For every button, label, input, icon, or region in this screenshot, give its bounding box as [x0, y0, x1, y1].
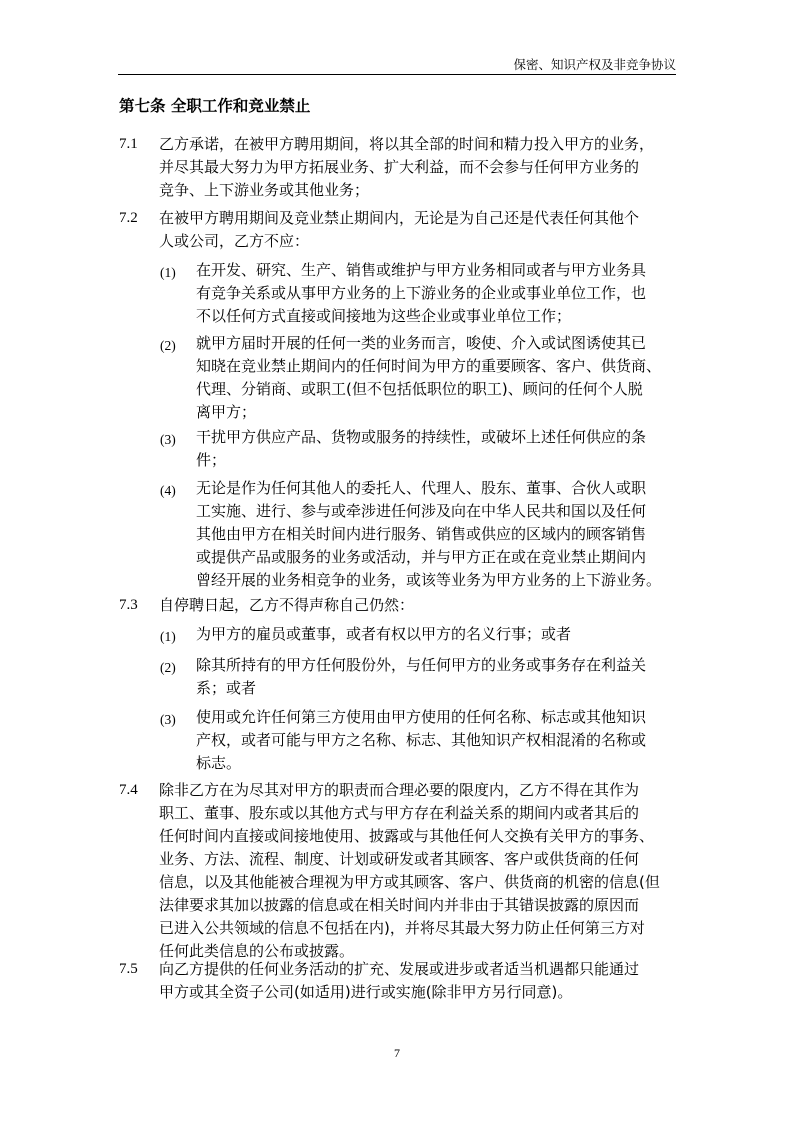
text-line: 职工、董事、股东或以其他方式与甲方存在利益关系的期间内或者其后的: [159, 804, 640, 822]
text-line: 就甲方届时开展的任何一类的业务而言，唆使、介入或试图诱使其已: [196, 334, 647, 352]
text-line: 知晓在竞业禁止期间内的任何时间为甲方的重要顾客、客户、供货商、: [196, 357, 662, 375]
text-line: 竞争、上下游业务或其他业务；: [159, 181, 370, 199]
subclause-number: (2): [160, 660, 176, 675]
subclause-number: (1): [160, 629, 176, 644]
text-line: 系；或者: [196, 679, 257, 697]
text-line: 并尽其最大努力为甲方拓展业务、扩大利益，而不会参与任何甲方业务的: [159, 158, 640, 176]
running-header: 保密、知识产权及非竞争协议: [513, 57, 676, 72]
text-line: 在开发、研究、生产、销售或维护与甲方业务相同或者与甲方业务具: [196, 261, 647, 279]
subclause-number: (3): [160, 432, 176, 447]
clause-text: [159, 779, 679, 963]
text-line: 任何时间内直接或间接地使用、披露或与其他任何人交换有关甲方的事务、: [159, 827, 655, 845]
text-line: 已进入公共领域的信息不包括在内)，并将尽其最大努力防止任何第三方对: [159, 919, 645, 937]
clause-number: 7.5: [119, 961, 138, 977]
text-line: 件；: [196, 451, 227, 469]
text-line: 代理、分销商、或职工(但不包括低职位的职工)、顾问的任何个人脱: [196, 380, 643, 398]
clause-text: [159, 958, 679, 1004]
subclause-number: (3): [160, 712, 176, 727]
clause-number: 7.3: [119, 597, 138, 613]
text-line: 产权，或者可能与甲方之名称、标志、其他知识产权相混淆的名称或: [196, 731, 647, 749]
text-line: 任何此类信息的公布或披露。: [159, 942, 355, 960]
text-line: 其他由甲方在相关时间内进行服务、销售或供应的区域内的顾客销售: [196, 525, 647, 543]
text-line: 人或公司，乙方不应：: [159, 232, 310, 250]
header-rule: [118, 74, 676, 75]
text-line: 法律要求其加以披露的信息或在相关时间内并非由于其错误披露的原因而: [159, 896, 640, 914]
text-line: 干扰甲方供应产品、货物或服务的持续性，或破坏上述任何供应的条: [196, 428, 647, 446]
text-line: 甲方或其全资子公司(如适用)进行或实施(除非甲方另行同意)。: [159, 983, 573, 1001]
subclause-text: [196, 332, 677, 424]
clause-number: 7.4: [119, 782, 138, 798]
text-line: 工实施、进行、参与或牵涉进任何涉及向在中华人民共和国以及任何: [196, 502, 647, 520]
text-line: 向乙方提供的任何业务活动的扩充、发展或进步或者适当机遇都只能通过: [159, 960, 640, 978]
text-line: 除其所持有的甲方任何股份外，与任何甲方的业务或事务存在利益关: [196, 656, 647, 674]
clause-text: [159, 594, 679, 617]
page-number: 7: [394, 1046, 400, 1060]
article-title: 第七条 全职工作和竞业禁止: [119, 97, 311, 115]
clause-number: 7.1: [119, 136, 138, 152]
text-line: 或提供产品或服务的业务或活动，并与甲方正在或在竞业禁止期间内: [196, 548, 647, 566]
text-line: 使用或允许任何第三方使用由甲方使用的任何名称、标志或其他知识: [196, 708, 647, 726]
subclause-number: (2): [160, 338, 176, 353]
subclause-text: [196, 259, 677, 328]
clause-text: [159, 207, 679, 253]
text-line: 离甲方；: [196, 403, 257, 421]
text-line: 为甲方的雇员或董事，或者有权以甲方的名义行事；或者: [196, 625, 572, 643]
text-line: 标志。: [196, 754, 242, 772]
subclause-text: [196, 654, 677, 700]
text-line: 除非乙方在为尽其对甲方的职责而合理必要的限度内，乙方不得在其作为: [159, 781, 640, 799]
text-line: 曾经开展的业务相竞争的业务，或该等业务为甲方业务的上下游业务。: [196, 571, 662, 589]
text-line: 有竞争关系或从事甲方业务的上下游业务的企业或事业单位工作，也: [196, 284, 647, 302]
subclause-number: (1): [160, 265, 176, 280]
text-line: 无论是作为任何其他人的委托人、代理人、股东、董事、合伙人或职: [196, 479, 647, 497]
clause-text: [159, 133, 679, 202]
subclause-text: [196, 477, 677, 592]
subclause-text: [196, 623, 677, 646]
text-line: 乙方承诺，在被甲方聘用期间，将以其全部的时间和精力投入甲方的业务，: [159, 135, 655, 153]
clause-number: 7.2: [119, 210, 138, 226]
subclause-number: (4): [160, 483, 176, 498]
text-line: 业务、方法、流程、制度、计划或研发或者其顾客、客户或供货商的任何: [159, 850, 640, 868]
text-line: 信息，以及其他能被合理视为甲方或其顾客、客户、供货商的机密的信息(但: [159, 873, 660, 891]
subclause-text: [196, 426, 677, 472]
text-line: 自停聘日起，乙方不得声称自己仍然：: [159, 596, 415, 614]
text-line: 不以任何方式直接或间接地为这些企业或事业单位工作；: [196, 307, 572, 325]
subclause-text: [196, 706, 677, 775]
text-line: 在被甲方聘用期间及竞业禁止期间内，无论是为自己还是代表任何其他个: [159, 209, 640, 227]
